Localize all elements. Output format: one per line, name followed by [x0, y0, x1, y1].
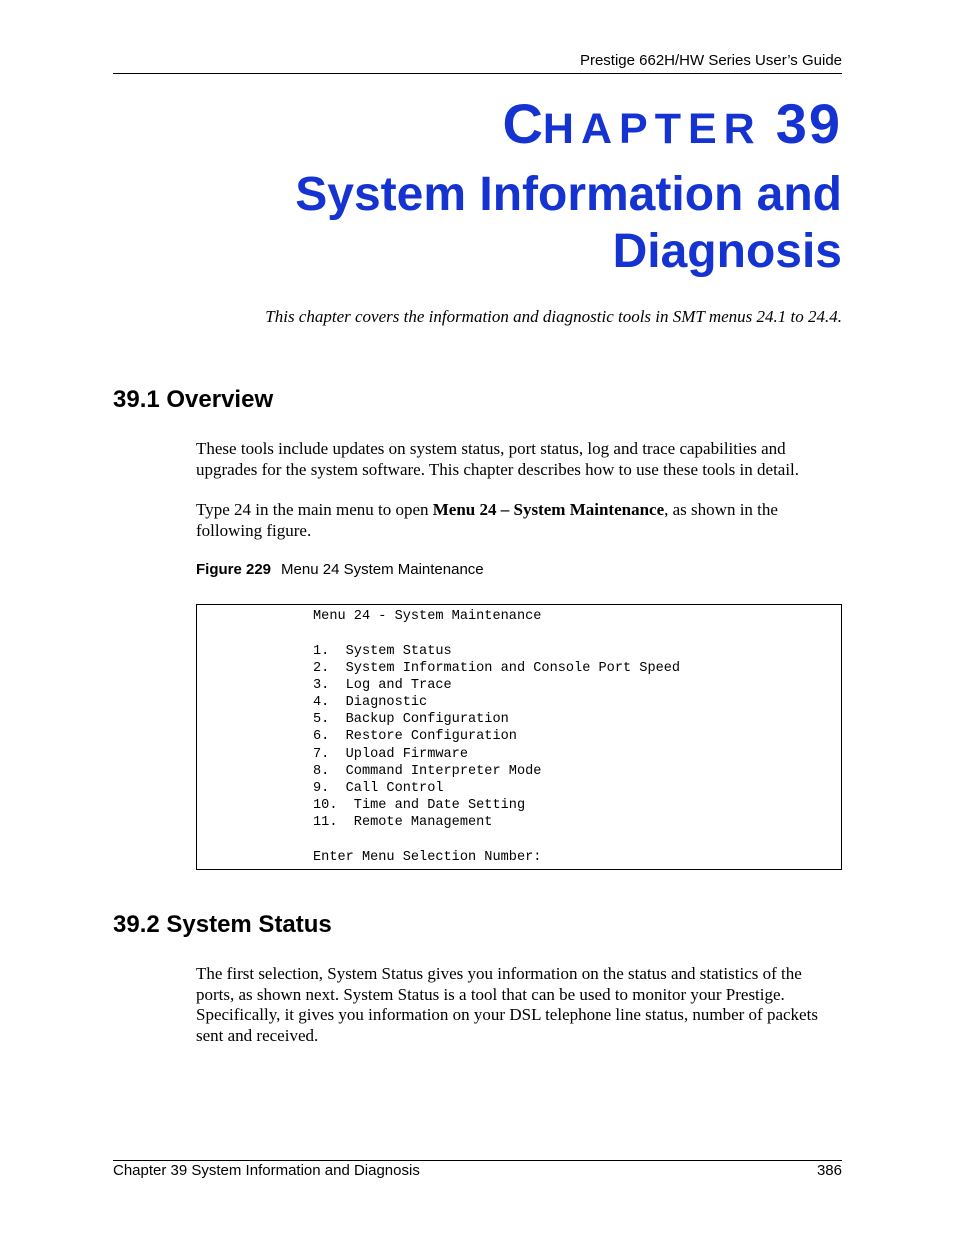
chapter-intro: This chapter covers the information and diagnostic tools in SMT menus 24.1 to 24.4. — [265, 307, 842, 326]
menu-reference: Menu 24 – System Maintenance — [432, 500, 665, 519]
menu-item: 8. Command Interpreter Mode — [313, 764, 542, 779]
chapter-label-initial: C — [502, 92, 543, 155]
overview-paragraph-1: These tools include updates on system status, port status, log and trace capabilities and upgrades for the system software. This chapter describes how to use these tools in detail. — [196, 439, 800, 479]
figure-caption — [196, 561, 484, 578]
figure-caption-text: Menu 24 System Maintenance — [281, 561, 484, 578]
system-status-paragraph: The first selection, System Status gives you information on the status and statistics of the ports, as shown next. System Status is a tool that can be used to monitor your Prestige. Specifically, it gives you information on your DSL telephone line status, number of packets sent and received. — [196, 964, 818, 1045]
figure-label: Figure 229 — [196, 561, 272, 578]
menu-item: 5. Backup Configuration — [313, 712, 509, 727]
menu-item: 7. Upload Firmware — [313, 747, 468, 762]
menu-item: 6. Restore Configuration — [313, 729, 517, 744]
menu-item: 2. System Information and Console Port Speed — [313, 661, 681, 676]
menu-item: 1. System Status — [313, 644, 452, 659]
menu-item: 11. Remote Management — [313, 815, 493, 830]
chapter-title-line-1: System Information and — [295, 168, 842, 221]
menu-item: 10. Time and Date Setting — [313, 798, 526, 813]
chapter-title-line-2: Diagnosis — [612, 225, 842, 278]
section-heading-overview: 39.1 Overview — [113, 386, 274, 413]
chapter-heading — [502, 92, 842, 155]
menu-screen-box — [196, 604, 842, 870]
menu-title: Menu 24 - System Maintenance — [313, 609, 542, 624]
footer-rule — [113, 1160, 842, 1161]
footer-chapter-reference: Chapter 39 System Information and Diagnosis — [113, 1162, 420, 1179]
menu-item: 3. Log and Trace — [313, 678, 452, 693]
overview-paragraph-2 — [196, 500, 842, 541]
menu-prompt: Enter Menu Selection Number: — [313, 850, 542, 865]
running-header: Prestige 662H/HW Series User’s Guide — [579, 52, 842, 69]
chapter-number: 39 — [775, 92, 842, 155]
menu-item: 4. Diagnostic — [313, 695, 428, 710]
menu-item: 9. Call Control — [313, 781, 444, 796]
header-rule — [113, 73, 842, 74]
section-heading-system-status: 39.2 System Status — [113, 911, 332, 938]
page-number: 386 — [816, 1162, 842, 1179]
chapter-title — [202, 166, 842, 280]
chapter-label-rest: HAPTER — [542, 105, 762, 153]
para2-text-end: , as shown in the following figure. — [196, 500, 778, 540]
para2-text-start: Type 24 in the main menu to open — [196, 500, 433, 519]
